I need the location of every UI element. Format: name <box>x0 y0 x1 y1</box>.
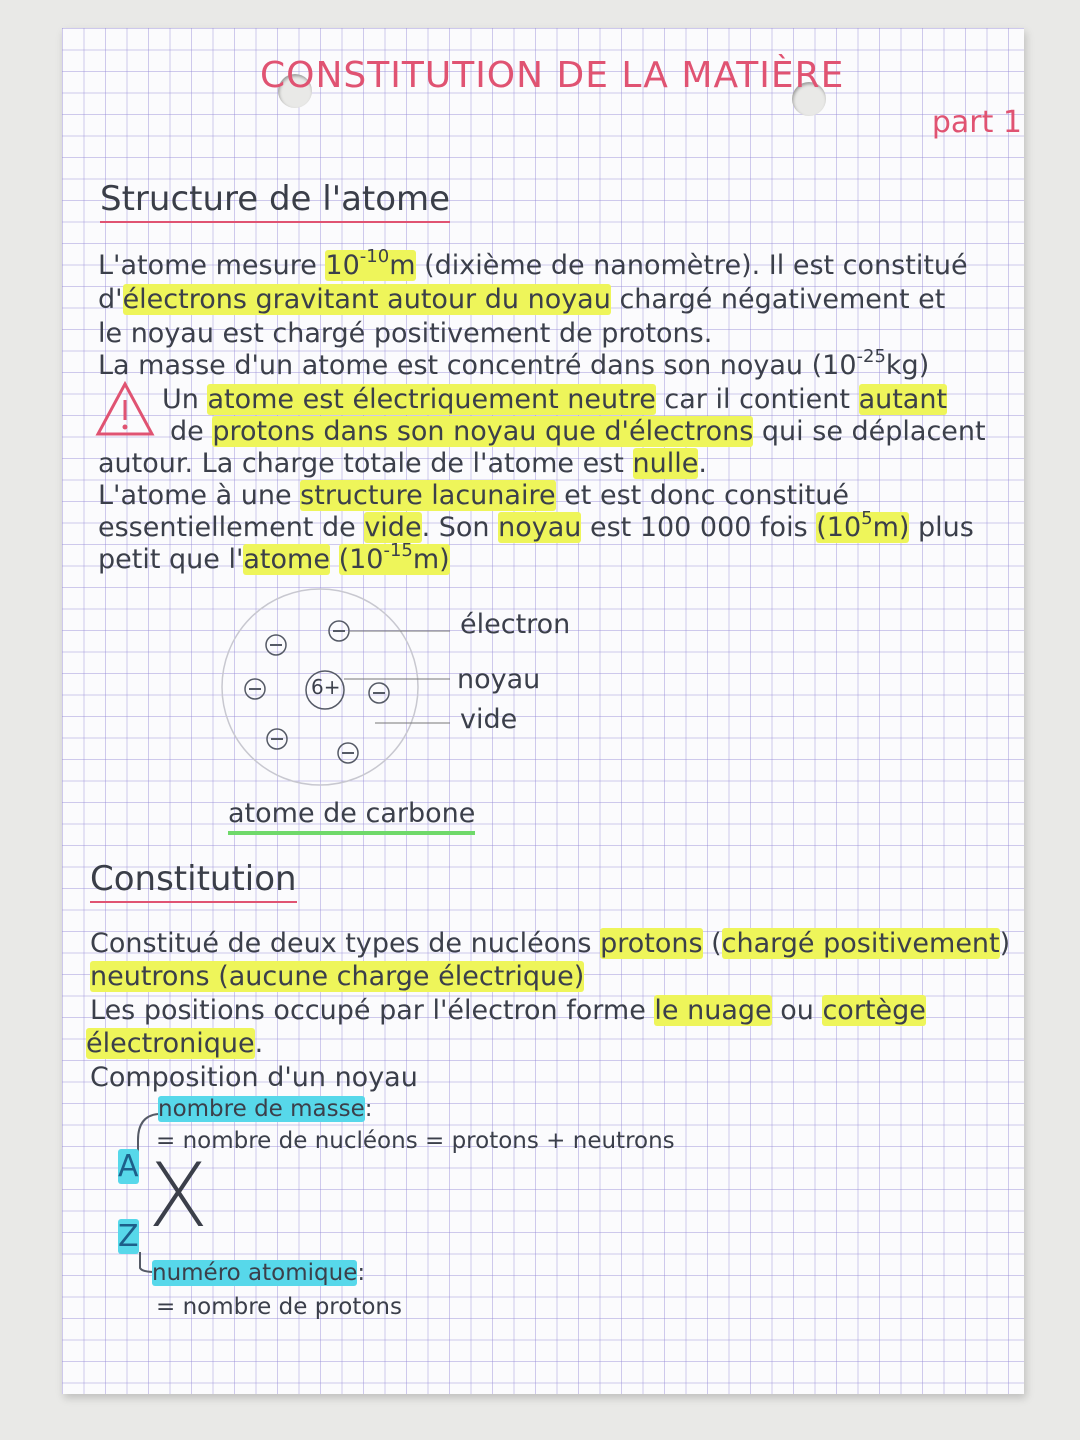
text-line: L'atome à une structure lacunaire et est donc constitué <box>98 480 849 511</box>
text-line: petit que l'atome $(10^{-15}m)$ <box>98 540 450 575</box>
nucleus-label: 6+ <box>311 675 341 699</box>
text-line: essentiellement de vide. Son noyau est 100 000 fois $(10^5m)$ plus <box>98 508 974 543</box>
warning-icon <box>94 380 156 438</box>
element-symbol: X <box>148 1144 209 1247</box>
mass-number-label: nombre de masse: <box>158 1096 373 1122</box>
text-line: La masse d'un atome est concentré dans son noyau $(10^{-25}kg)$ <box>98 346 930 381</box>
text-line: Les positions occupé par l'électron forme le nuage ou cortège <box>90 995 926 1026</box>
text-line: autour. La charge totale de l'atome est nulle. <box>98 448 707 479</box>
text-line: d'électrons gravitant autour du noyau chargé négativement et <box>98 284 946 315</box>
mass-number-symbol: A <box>118 1149 139 1184</box>
label-vide: vide <box>460 704 518 735</box>
section-heading-structure: Structure de l'atome <box>100 182 450 216</box>
text-line: L'atome mesure $10^{-10}m$ (dixième de nanomètre). Il est constitué <box>98 246 968 281</box>
text-line: électronique. <box>86 1028 264 1059</box>
mass-number-definition: = nombre de nucléons = protons + neutrons <box>156 1128 675 1154</box>
part-label: part 1 <box>931 105 1022 140</box>
label-electron: électron <box>460 609 571 640</box>
text-line: le noyau est chargé positivement de protons. <box>98 318 713 349</box>
atomic-number-label: numéro atomique: <box>152 1260 366 1286</box>
atomic-number-definition: = nombre de protons <box>156 1294 402 1320</box>
text-line: Un atome est électriquement neutre car il contient autant <box>162 384 948 415</box>
text-line: Composition d'un noyau <box>90 1062 418 1093</box>
text-line: neutrons (aucune charge électrique) <box>90 961 585 992</box>
diagram-caption: atome de carbone <box>228 800 475 827</box>
text-line: de protons dans son noyau que d'électrons qui se déplacent <box>170 416 986 447</box>
page-title: CONSTITUTION DE LA MATIÈRE <box>260 55 845 96</box>
atomic-number-symbol: Z <box>118 1219 139 1254</box>
section-heading-constitution: Constitution <box>90 862 297 896</box>
label-noyau: noyau <box>457 664 541 695</box>
text-line: Constitué de deux types de nucléons protons (chargé positivement) <box>90 928 1011 959</box>
